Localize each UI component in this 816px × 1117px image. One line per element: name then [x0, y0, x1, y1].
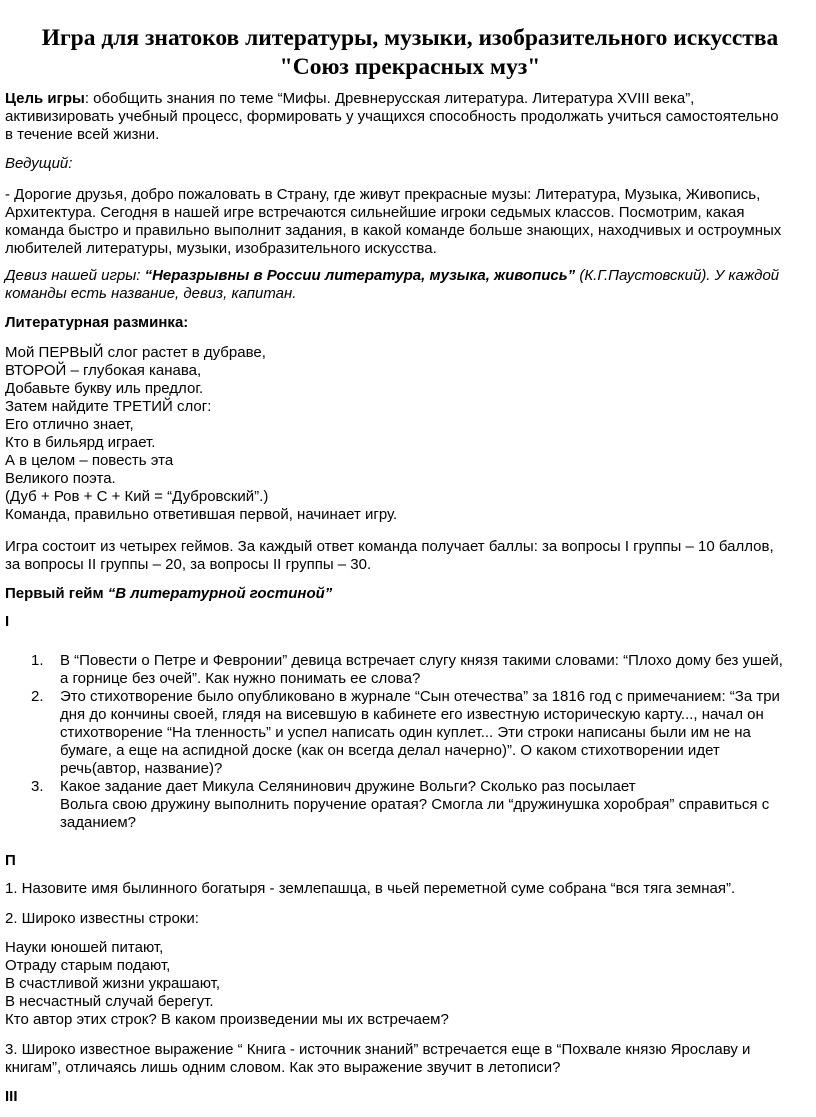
poem-line: Науки юношей питают, [5, 939, 164, 956]
game1-title: “В литературной гостиной” [107, 585, 333, 602]
intro-line: команда быстро и правильно выполнит задания, в какой команде больше знающих, находчивых и остроумных [5, 222, 782, 239]
item-line: Какое задание дает Микула Селянинович дружине Вольги? Сколько раз посылает [60, 778, 636, 795]
intro-line: Архитектура. Сегодня в нашей игре встречаются сильнейшие игроки седьмых классов. Посмотрим, какая [5, 204, 745, 221]
motto-suffix: (К.Г.Паустовский). У каждой [575, 267, 780, 284]
item-number: 2. [31, 688, 44, 705]
group2-question-2: 2. Широко известны строки: [5, 910, 199, 927]
item-line: дня до кончины своей, глядя на висевшую в кабинете его известную историческую карту..., начал он [60, 706, 764, 723]
motto-paragraph [5, 267, 811, 303]
item-number: 1. [31, 652, 44, 669]
title-line: Игра для знатоков литературы, музыки, изобразительного искусства [41, 25, 779, 51]
quoted-poem [5, 939, 811, 1029]
goal-text: активизировать учебный процесс, формировать у учащихся способность продолжать учиться самостоятельно [5, 108, 779, 125]
riddle-line: Добавьте букву иль предлог. [5, 380, 204, 397]
poem-line: Отраду старым подают, [5, 957, 171, 974]
item-text [60, 688, 810, 778]
goal-text: в течение всей жизни. [5, 126, 160, 143]
warmup-heading: Литературная разминка: [5, 314, 189, 331]
motto-line2: команды есть название, девиз, капитан. [5, 285, 297, 302]
question-line: 3. Широко известное выражение “ Книга - источник знаний” встречается еще в “Похвале князю Ярославу и [5, 1041, 751, 1058]
page-title [8, 24, 812, 82]
group2-label: П [5, 852, 16, 869]
intro-line: - Дорогие друзья, добро пожаловать в Страну, где живут прекрасные музы: Литература, Музыка, Живопись, [5, 186, 761, 203]
host-label: Ведущий: [5, 155, 73, 172]
game1-label: Первый гейм [5, 585, 108, 602]
intro-line: любителей литературы, музыки, изобразительного искусства. [5, 240, 437, 257]
item-text [60, 652, 810, 688]
rules-line: за вопросы II группы – 20, за вопросы II группы – 30. [5, 556, 372, 573]
item-line: стихотворение “На тленность” и успел написать один куплет... Эти строки написаны были им не на [60, 724, 751, 741]
motto-prefix: Девиз нашей игры: [5, 267, 145, 284]
riddle-line: Мой ПЕРВЫЙ слог растет в дубраве, [5, 344, 266, 361]
goal-text: : обобщить знания по теме “Мифы. Древнерусская литература. Литература XVIII века”, [84, 90, 695, 107]
group3-label: III [5, 1088, 18, 1105]
rules-line: Игра состоит из четырех геймов. За каждый ответ команда получает баллы: за вопросы I группы – 10 баллов, [5, 538, 774, 555]
poem-line: В счастливой жизни украшают, [5, 975, 221, 992]
rules-paragraph [5, 538, 811, 574]
riddle-line: Его отлично знает, [5, 416, 134, 433]
group2-question-3 [5, 1041, 811, 1077]
riddle-line: Затем найдите ТРЕТИЙ слог: [5, 398, 212, 415]
riddle-line: Кто в бильярд играет. [5, 434, 156, 451]
riddle-line: Великого поэта. [5, 470, 116, 487]
intro-paragraph [5, 186, 811, 258]
goal-label: Цель игры [5, 90, 85, 107]
question-line: книгам”, отличаясь лишь одним словом. Как это выражение звучит в летописи? [5, 1059, 561, 1076]
item-line: заданием? [60, 814, 136, 831]
item-number: 3. [31, 778, 44, 795]
riddle-line: А в целом – повесть эта [5, 452, 174, 469]
poem-line: В несчастный случай берегут. [5, 993, 214, 1010]
title-line: "Союз прекрасных муз" [279, 54, 541, 80]
riddle-poem [5, 344, 811, 524]
item-line: а горнице без очей”. Как нужно понимать ее слова? [60, 670, 421, 687]
item-line: В “Повести о Петре и Февронии” девица встречает слугу князя такими словами: “Плохо дому без ушей, [60, 652, 783, 669]
item-text [60, 778, 810, 832]
motto-quote: “Неразрывны в России литература, музыка, живопись” [144, 267, 576, 284]
item-line: речь(автор, название)? [60, 760, 223, 777]
riddle-line: (Дуб + Ров + С + Кий = “Дубровский”.) [5, 488, 269, 505]
poem-line: Кто автор этих строк? В каком произведении мы их встречаем? [5, 1011, 449, 1028]
item-line: Вольга свою дружину выполнить поручение оратая? Смогла ли “дружинушка хоробрая” справиться с [60, 796, 770, 813]
riddle-line: ВТОРОЙ – глубокая канава, [5, 362, 202, 379]
item-line: Это стихотворение было опубликовано в журнале “Сын отечества” за 1816 год с примечанием: “За три [60, 688, 780, 705]
game1-heading [5, 585, 332, 603]
goal-paragraph [5, 90, 811, 144]
riddle-line: Команда, правильно ответившая первой, начинает игру. [5, 506, 398, 523]
group1-label: I [5, 613, 10, 630]
group2-question-1: 1. Назовите имя былинного богатыря - землепашца, в чьей переметной суме собрана “вся тяга земная”. [5, 880, 736, 897]
item-line: бумаге, а еще на аспидной доске (как он всегда делал начерно)”. О каком стихотворении идет [60, 742, 720, 759]
